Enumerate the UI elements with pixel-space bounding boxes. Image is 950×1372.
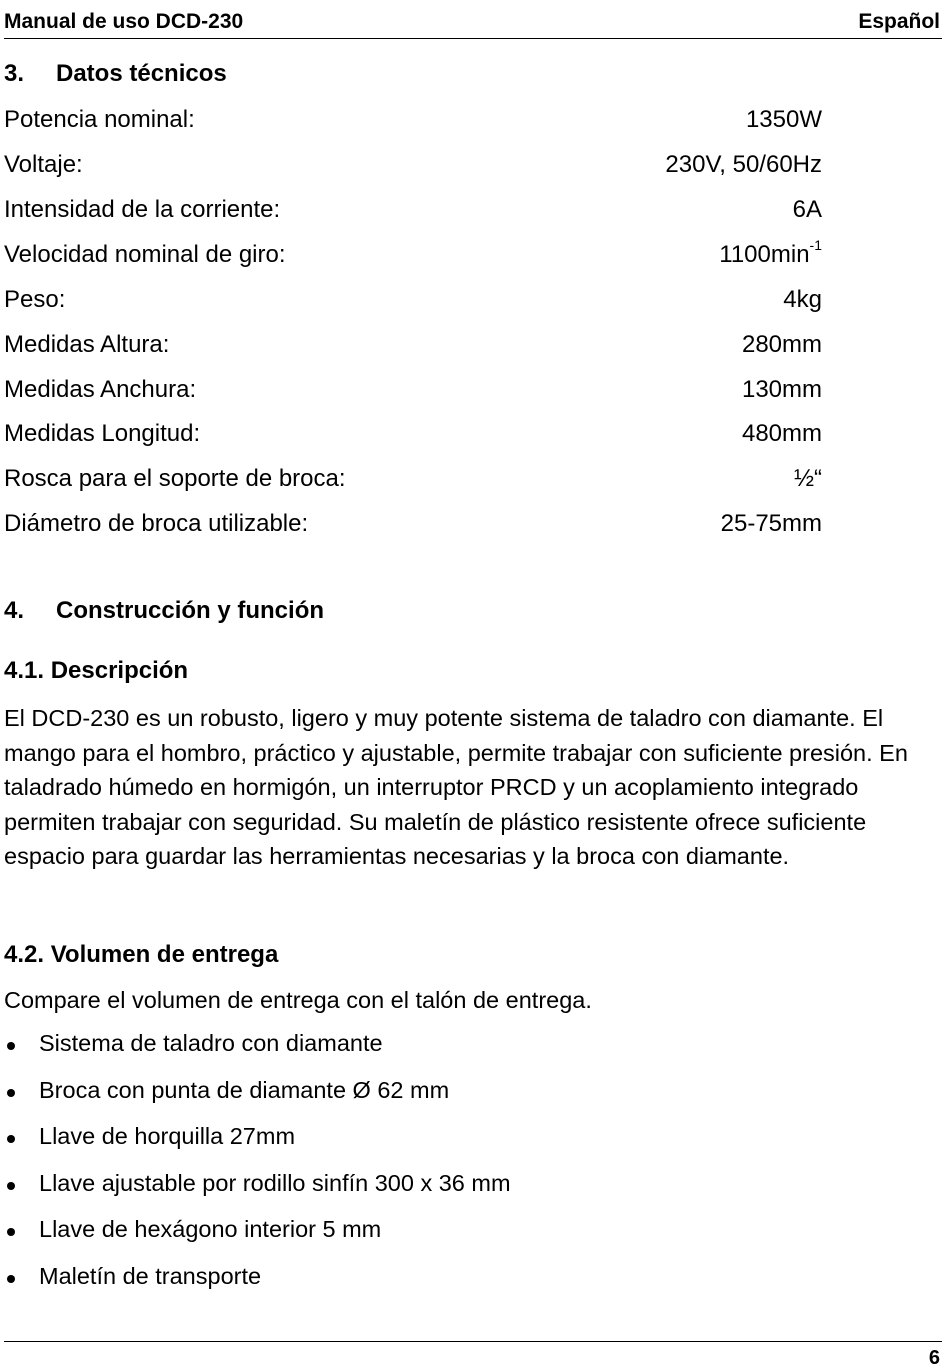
bullet-icon bbox=[7, 1182, 15, 1190]
section-4-number: 4. bbox=[4, 597, 25, 624]
list-item-text: Maletín de transporte bbox=[39, 1262, 262, 1289]
list-item bbox=[4, 1216, 511, 1263]
section-3-title: Datos técnicos bbox=[56, 60, 227, 87]
spec-value: 130mm bbox=[741, 376, 822, 403]
delivery-list bbox=[4, 1030, 511, 1309]
spec-value: 280mm bbox=[741, 331, 822, 358]
bullet-icon bbox=[7, 1228, 15, 1236]
language-label: Español bbox=[858, 10, 940, 33]
spec-value: 25-75mm bbox=[720, 510, 822, 537]
spec-value: 4kg bbox=[783, 286, 822, 313]
bullet-icon bbox=[7, 1089, 15, 1097]
bullet-icon bbox=[7, 1042, 15, 1050]
list-item bbox=[4, 1030, 511, 1077]
delivery-intro: Compare el volumen de entrega con el talón de entrega. bbox=[4, 987, 592, 1013]
page-footer bbox=[4, 1341, 942, 1372]
section-4-title: Construcción y función bbox=[56, 597, 325, 624]
spec-value-exponent: -1 bbox=[809, 237, 822, 253]
page-header bbox=[4, 8, 942, 39]
spec-row bbox=[4, 106, 822, 138]
spec-label: Velocidad nominal de giro: bbox=[4, 241, 286, 268]
subsection-4-1-title: 4.1. Descripción bbox=[4, 657, 189, 684]
list-item bbox=[4, 1077, 511, 1124]
spec-label: Intensidad de la corriente: bbox=[4, 196, 281, 223]
spec-row bbox=[4, 465, 822, 497]
list-item-text: Llave ajustable por rodillo sinfín 300 x 36 mm bbox=[39, 1169, 511, 1196]
section-4-heading bbox=[4, 597, 324, 625]
list-item bbox=[4, 1123, 511, 1170]
spec-label: Voltaje: bbox=[4, 151, 83, 178]
spec-value: 230V, 50/60Hz bbox=[665, 151, 822, 178]
spec-row bbox=[4, 376, 822, 408]
spec-value: 480mm bbox=[741, 420, 822, 447]
bullet-icon bbox=[7, 1275, 15, 1283]
spec-row bbox=[4, 286, 822, 318]
spec-row bbox=[4, 237, 822, 273]
spec-value-base: 1100min bbox=[719, 241, 810, 268]
subsection-4-2-title: 4.2. Volumen de entrega bbox=[4, 941, 279, 968]
spec-label: Medidas Anchura: bbox=[4, 376, 197, 403]
list-item-text: Broca con punta de diamante Ø 62 mm bbox=[39, 1076, 450, 1103]
description-paragraph: El DCD-230 es un robusto, ligero y muy potente sistema de taladro con diamante. El mango para el hombro, práctico y ajustable, permite trabajar con suficiente presión. En taladrado húmedo en hormigón, un interruptor PRCD y un acoplamiento integrado permiten trabajar con seguridad. Su maletín de plástico resistente ofrece suficiente espacio para guardar las herramientas necesarias y la broca con diamante. bbox=[4, 705, 908, 869]
spec-label: Medidas Longitud: bbox=[4, 420, 201, 447]
spec-label: Peso: bbox=[4, 286, 66, 313]
section-3-number: 3. bbox=[4, 60, 25, 87]
page-number: 6 bbox=[928, 1347, 940, 1369]
bullet-icon bbox=[7, 1135, 15, 1143]
spec-row bbox=[4, 331, 822, 363]
list-item-text: Llave de horquilla 27mm bbox=[39, 1123, 296, 1149]
spec-value: 6A bbox=[792, 196, 822, 223]
spec-row bbox=[4, 151, 822, 183]
spec-label: Diámetro de broca utilizable: bbox=[4, 510, 309, 537]
spec-value bbox=[719, 237, 822, 269]
spec-row bbox=[4, 510, 822, 542]
spec-row bbox=[4, 196, 822, 228]
spec-value: ½“ bbox=[793, 465, 822, 492]
list-item-text: Llave de hexágono interior 5 mm bbox=[39, 1216, 382, 1242]
manual-title: Manual de uso DCD-230 bbox=[4, 10, 244, 33]
list-item bbox=[4, 1263, 511, 1310]
spec-row bbox=[4, 420, 822, 452]
section-3-heading bbox=[4, 60, 227, 88]
spec-label: Potencia nominal: bbox=[4, 106, 195, 133]
spec-value: 1350W bbox=[745, 106, 822, 133]
spec-label: Rosca para el soporte de broca: bbox=[4, 465, 346, 492]
list-item bbox=[4, 1170, 511, 1217]
list-item-text: Sistema de taladro con diamante bbox=[39, 1030, 383, 1056]
spec-label: Medidas Altura: bbox=[4, 331, 170, 358]
